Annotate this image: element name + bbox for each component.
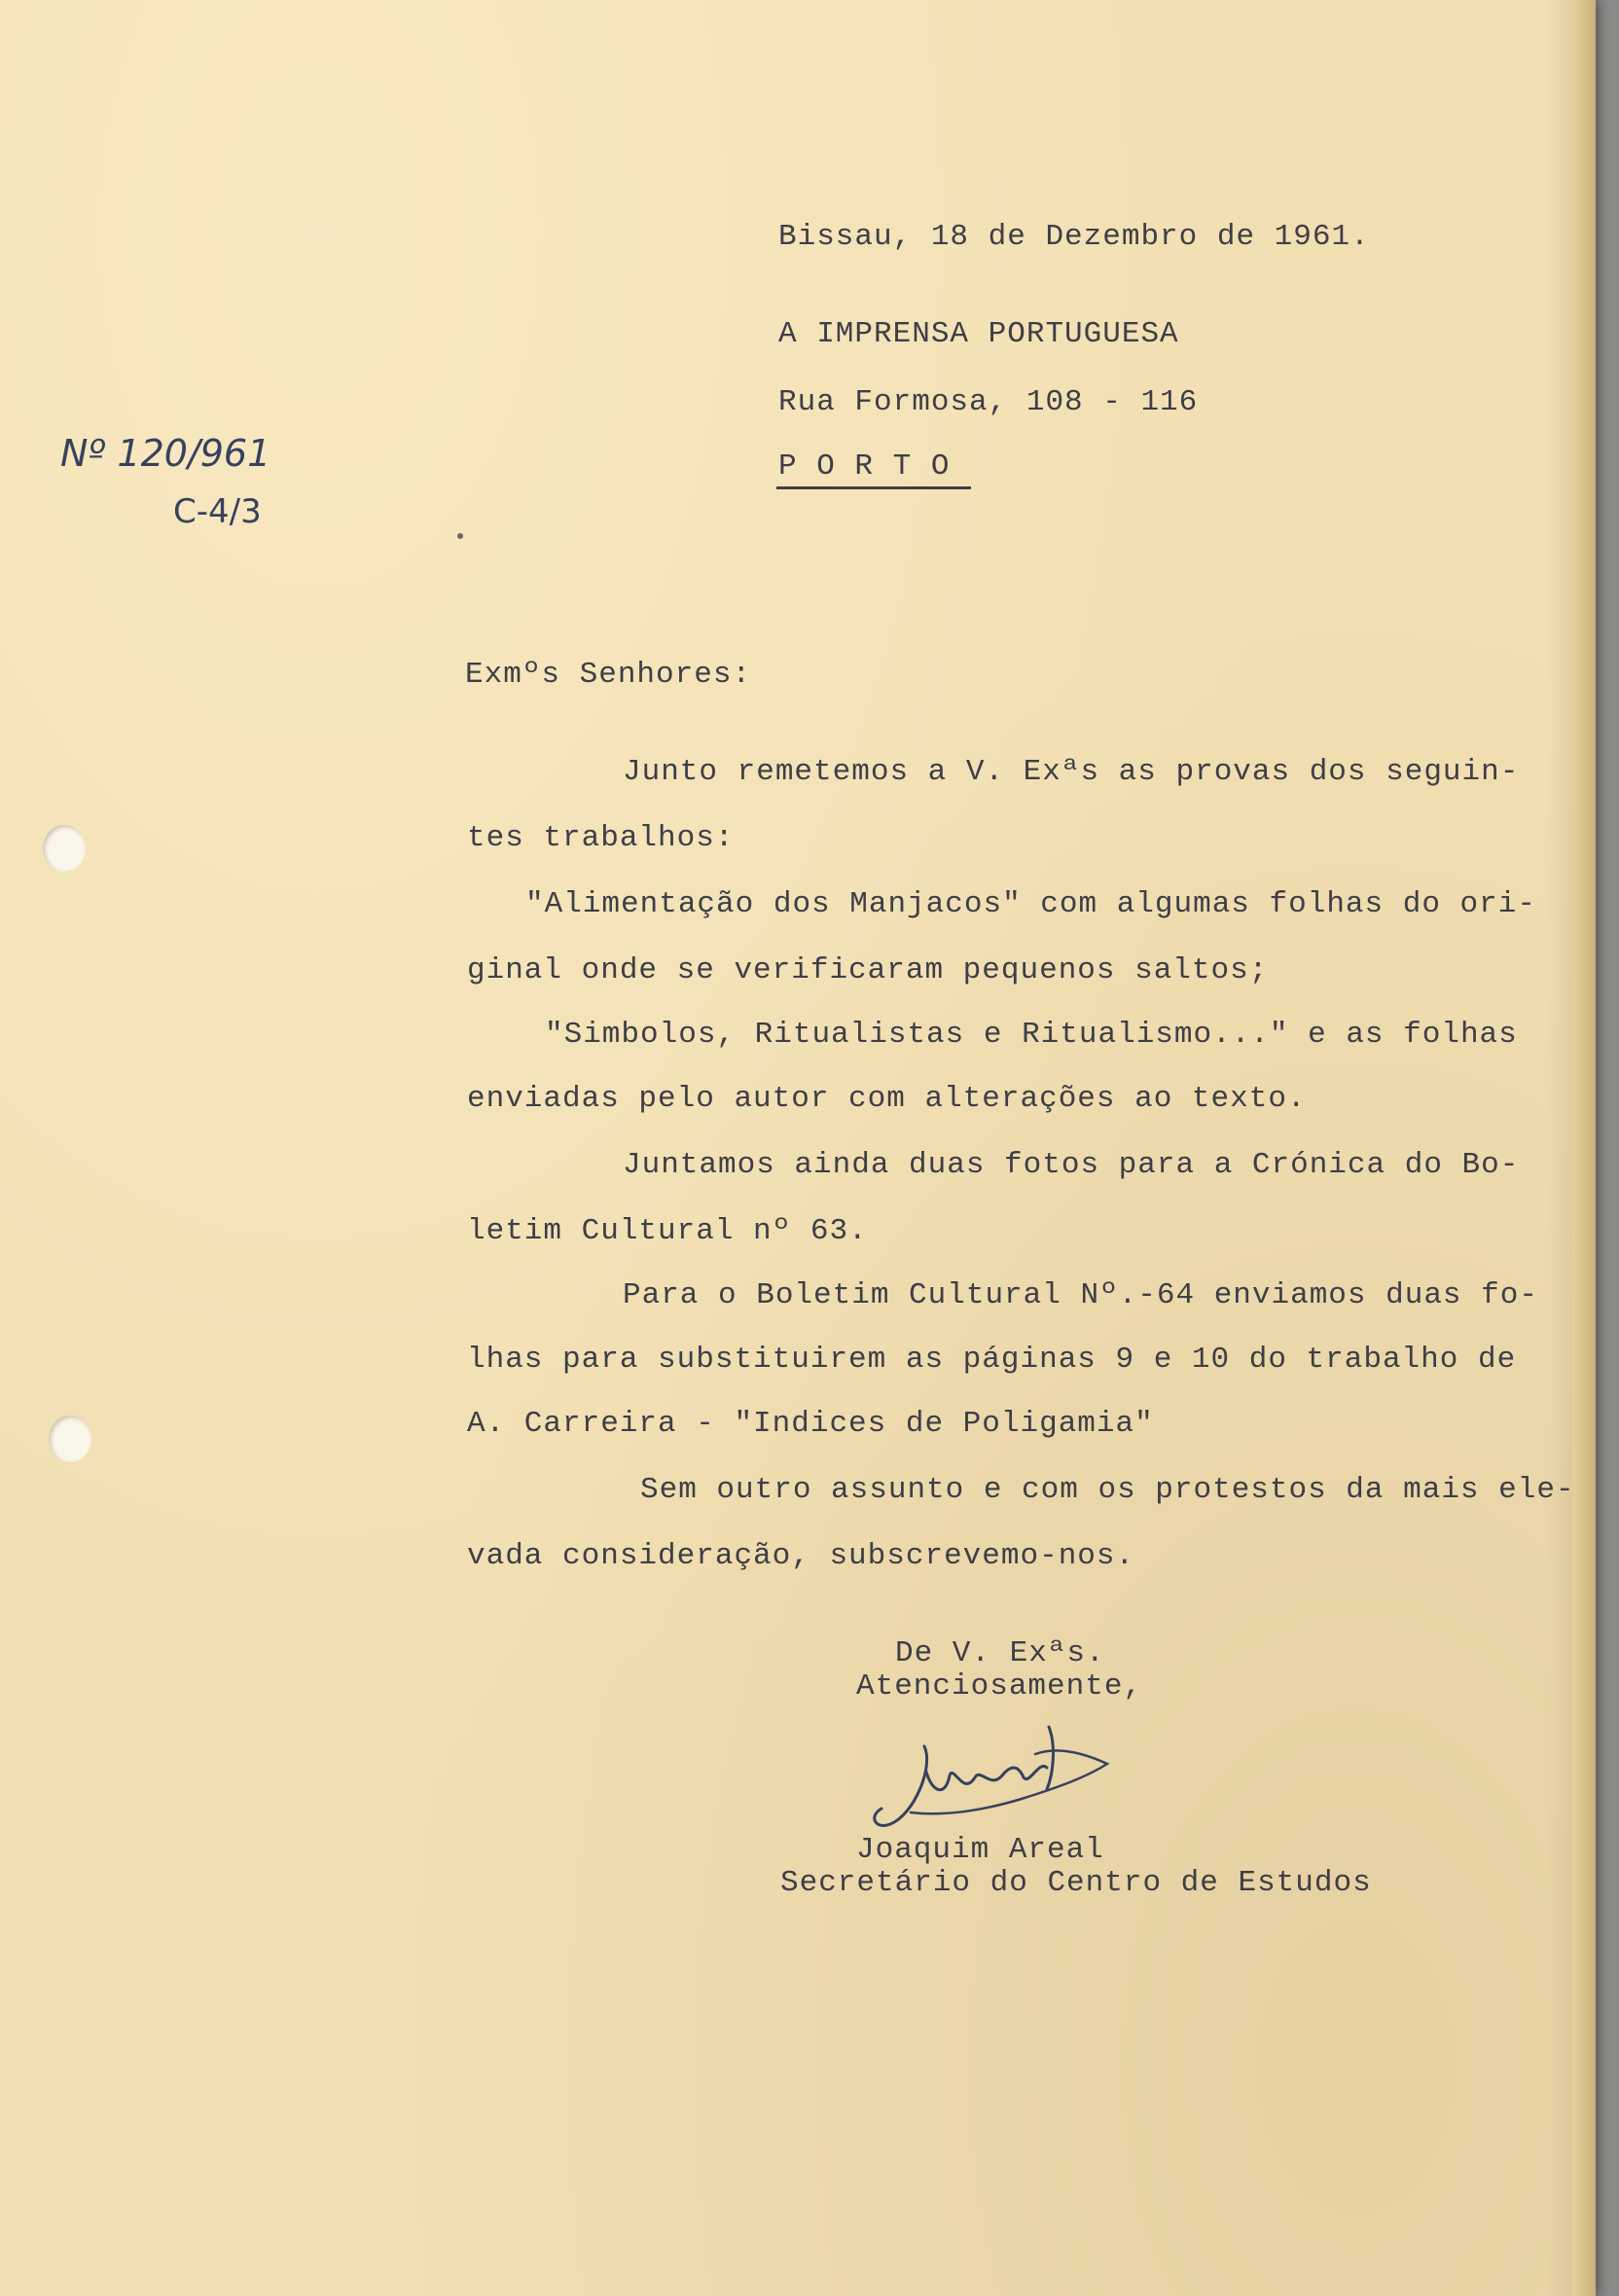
- city-underline: [776, 486, 971, 489]
- body-line: vada consideração, subscrevemo-nos.: [467, 1539, 1135, 1573]
- paper-edge: [1572, 0, 1596, 2296]
- recipient-street: Rua Formosa, 108 - 116: [778, 385, 1199, 419]
- body-line: "Alimentação dos Manjacos" com algumas folhas do ori-: [525, 887, 1536, 921]
- body-line: enviadas pelo autor com alterações ao texto.: [467, 1082, 1307, 1116]
- closing-line: Atenciosamente,: [856, 1669, 1143, 1704]
- signer-name: Joaquim Areal: [856, 1833, 1104, 1867]
- reference-number: Nº 120/961: [60, 432, 271, 475]
- body-line: lhas para substituirem as páginas 9 e 10 do trabalho de: [467, 1343, 1517, 1377]
- punch-hole-top: [43, 825, 86, 872]
- body-line: ginal onde se verificaram pequenos saltos;: [467, 953, 1269, 987]
- body-line: Para o Boletim Cultural Nº.-64 enviamos duas fo-: [623, 1278, 1538, 1312]
- recipient-name: A IMPRENSA PORTUGUESA: [778, 317, 1179, 351]
- body-line: Junto remetemos a V. Exªs as provas dos seguin-: [623, 755, 1520, 789]
- body-line: tes trabalhos:: [467, 821, 735, 855]
- recipient-city: P O R T O: [778, 449, 951, 484]
- punch-hole-bottom: [49, 1416, 91, 1462]
- body-line: Juntamos ainda duas fotos para a Crónica do Bo-: [623, 1148, 1520, 1182]
- archive-code: C-4/3: [173, 492, 262, 531]
- body-line: "Simbolos, Ritualistas e Ritualismo..." e as folhas: [545, 1018, 1518, 1052]
- body-line: Sem outro assunto e com os protestos da mais ele-: [640, 1473, 1575, 1507]
- body-line: A. Carreira - "Indices de Poligamia": [467, 1407, 1154, 1441]
- salutation: Exmºs Senhores:: [465, 658, 752, 692]
- closing-line: De V. Exªs.: [895, 1636, 1105, 1670]
- handwritten-signature: [856, 1707, 1148, 1844]
- place-date: Bissau, 18 de Dezembro de 1961.: [778, 220, 1370, 254]
- ink-speck: [457, 533, 463, 539]
- signer-title: Secretário do Centro de Estudos: [780, 1866, 1372, 1900]
- body-line: letim Cultural nº 63.: [467, 1214, 868, 1248]
